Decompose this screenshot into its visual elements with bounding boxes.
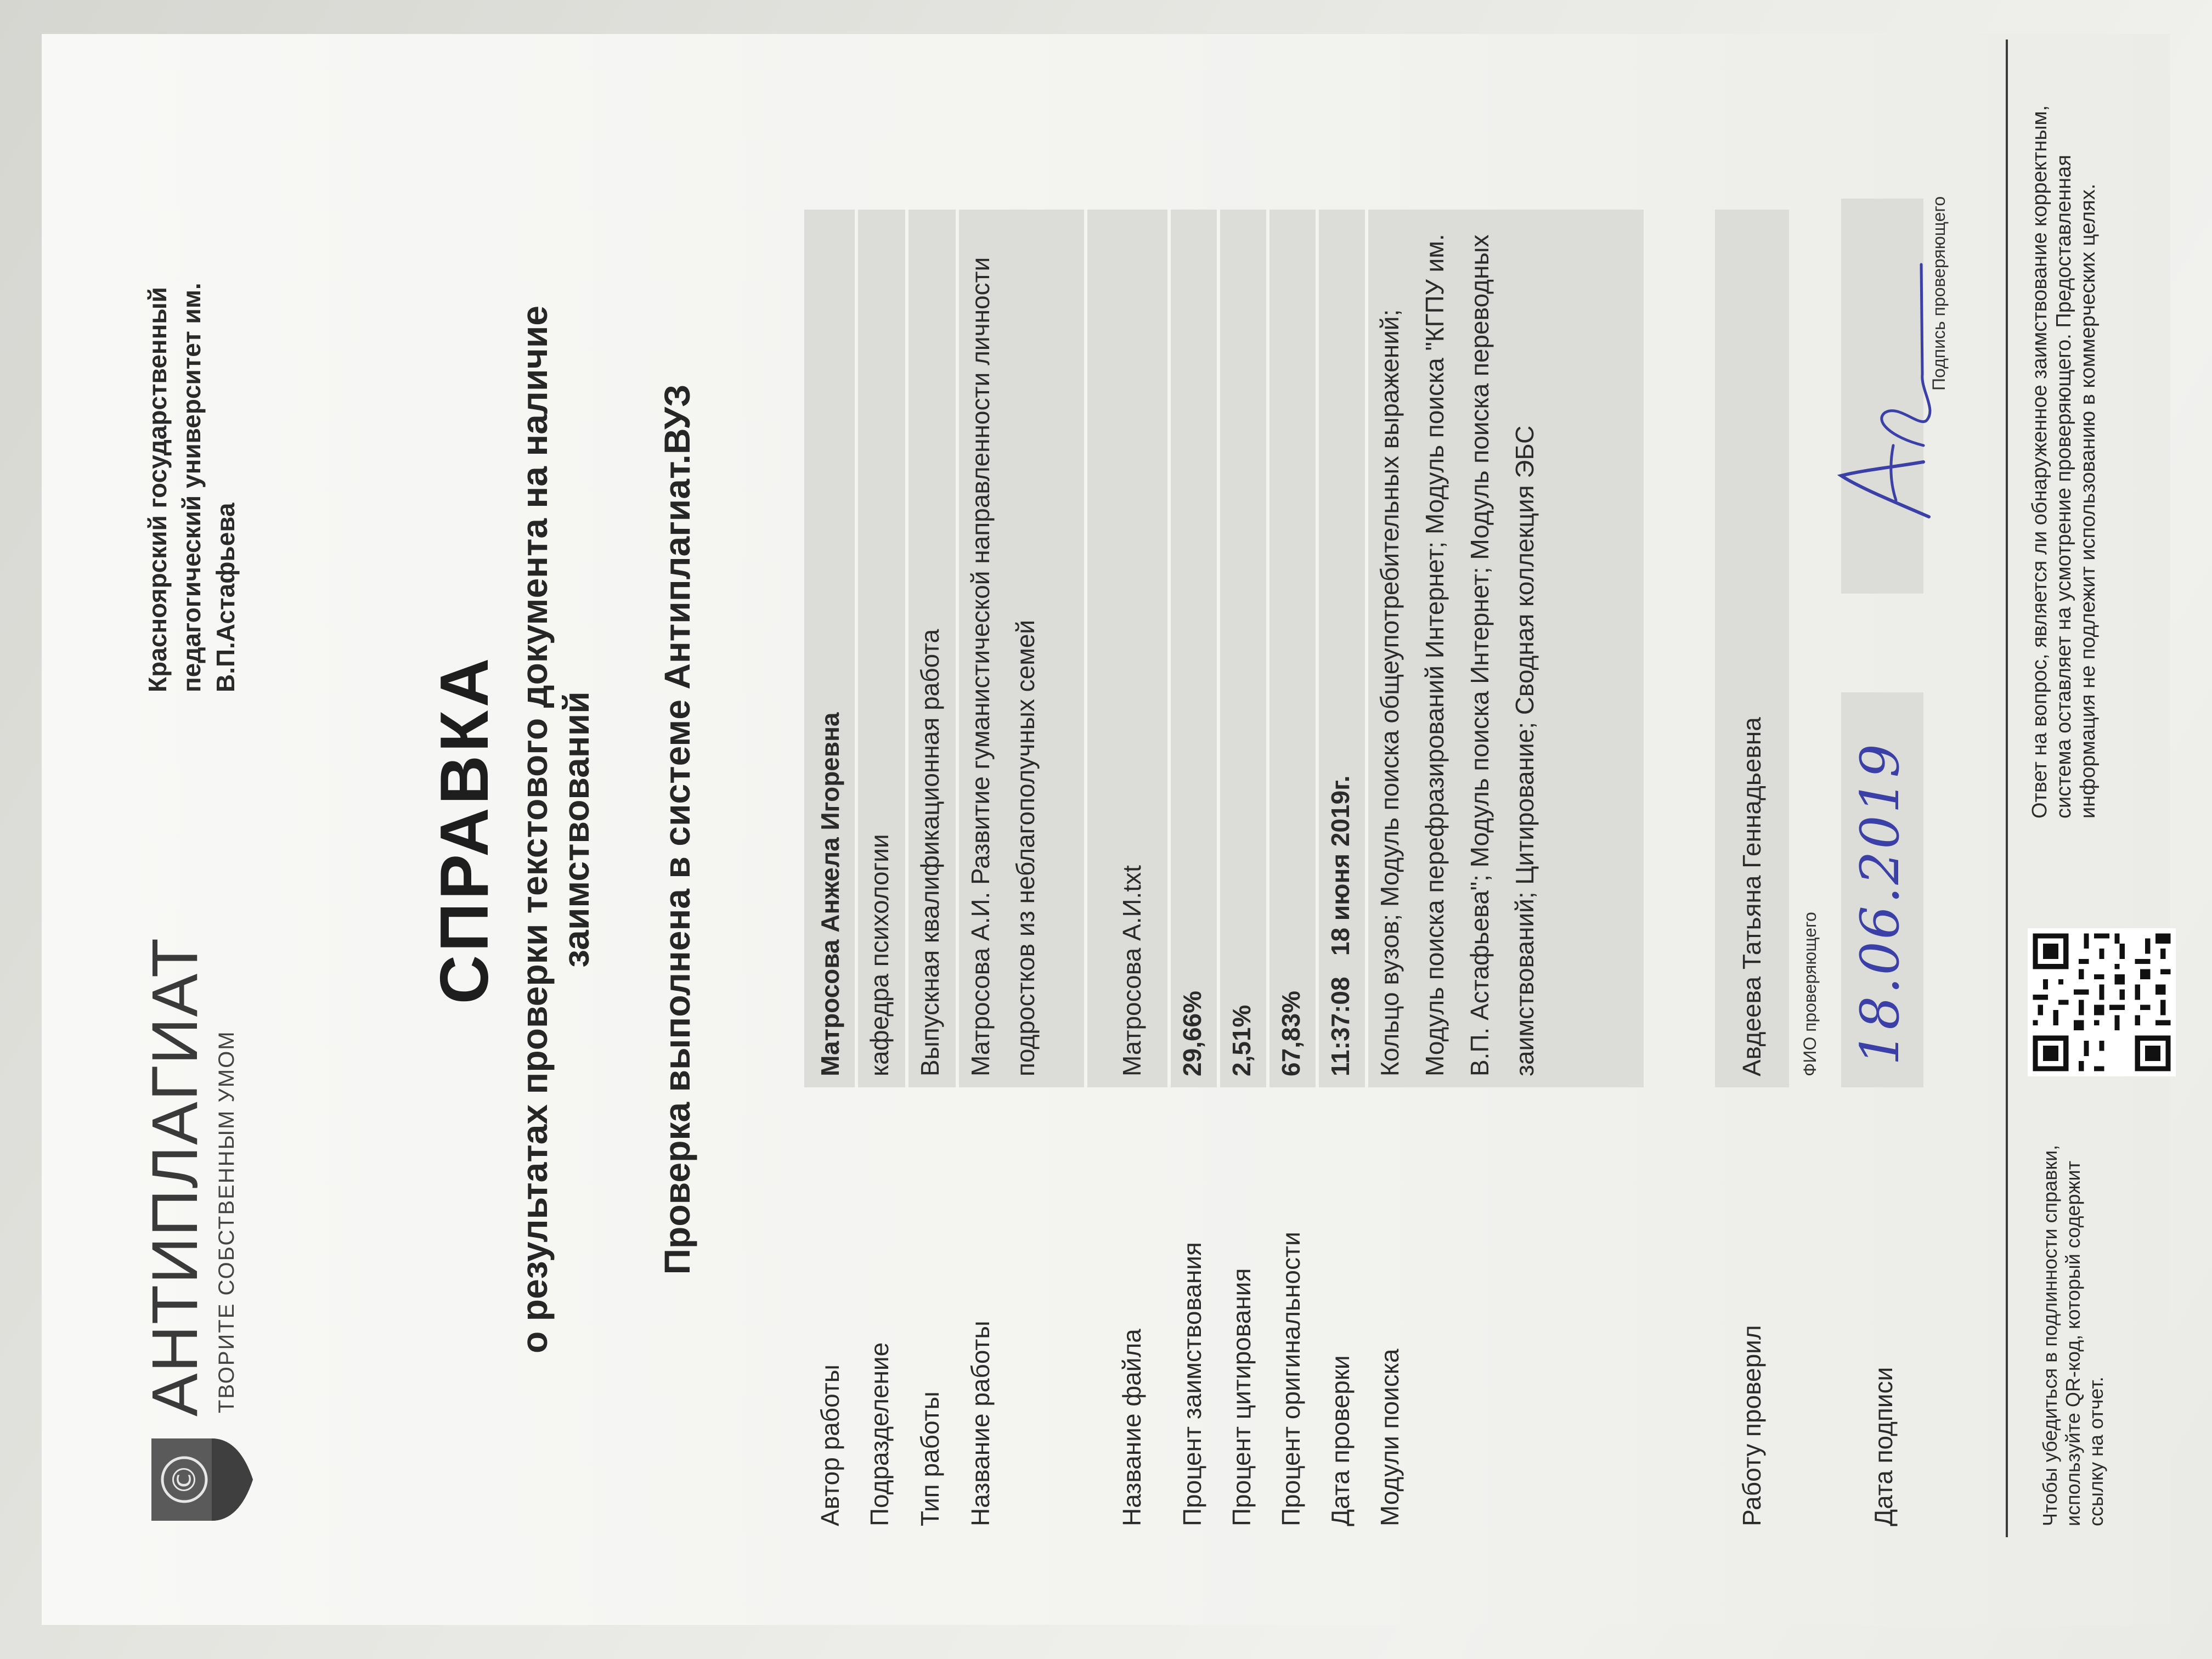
originality-value: 67,83%	[1277, 990, 1305, 1076]
author-value: Матросова Анжела Игоревна	[816, 712, 844, 1076]
disclaimer: Ответ на вопрос, является ли обнаруженное заимствование корректным, система оставляет на усмотрение проверяющего. Предоставленная информация не подлежит использованию в коммерческих целях.	[2028, 105, 2100, 819]
certificate-page	[42, 34, 2170, 1625]
author-label: Автор работы	[816, 1364, 844, 1526]
handwritten-date: 18.06.2019	[1849, 742, 1911, 1065]
work-type-value: Выпускная квалификационная работа	[916, 629, 944, 1076]
checker-label: Работу проверил	[1737, 1325, 1766, 1526]
department-label: Подразделение	[865, 1342, 894, 1526]
modules-value: Кольцо вузов; Модуль поиска общеупотребительных выражений; Модуль поиска перефразирований Интернет; Модуль поиска "КГПУ им. В.П. Астафьева"; Модуль поиска Интернет; Модуль поиска переводных заимствований; Цитирование; Сводная коллекция ЭБС	[1375, 234, 1539, 1076]
citation-value: 2,51%	[1227, 1005, 1256, 1076]
copyright-mark: ©	[166, 1464, 203, 1496]
originality-label: Процент оригинальности	[1277, 1232, 1305, 1526]
borrowing-label: Процент заимствования	[1178, 1242, 1206, 1526]
check-date-value: 11:37:08 18 июня 2019г.	[1326, 775, 1355, 1076]
sign-caption: Подпись проверяющего	[1929, 196, 1949, 391]
check-date-label: Дата проверки	[1326, 1355, 1355, 1526]
logo-slogan: ТВОРИТЕ СОБСТВЕННЫМ УМОМ	[215, 1030, 239, 1413]
checker-caption: ФИО проверяющего	[1800, 912, 1820, 1076]
footer-divider	[2006, 40, 2008, 1537]
logo-name: АНТИПЛАГИАТ	[139, 936, 211, 1417]
document-subtitle: о результатах проверки текстового документа на наличие заимствований	[514, 306, 596, 1354]
file-name-label: Название файла	[1118, 1329, 1146, 1526]
work-type-label: Тип работы	[916, 1391, 944, 1526]
qr-note: Чтобы убедиться в подлинности справки, используйте QR-код, который содержит ссылку на отчет.	[2039, 1144, 2107, 1526]
sign-date-label: Дата подписи	[1869, 1367, 1898, 1526]
document-title: СПРАВКА	[427, 654, 503, 1005]
citation-label: Процент цитирования	[1227, 1268, 1256, 1526]
university-name: Красноярский государственный педагогический университет им. В.П.Астафьева	[143, 283, 240, 692]
department-value: кафедра психологии	[865, 834, 894, 1076]
modules-label: Модули поиска	[1375, 1348, 1404, 1526]
system-line: Проверка выполнена в системе Антиплагиат.ВУЗ	[657, 384, 697, 1275]
file-name-value: Матросова А.И.txt	[1118, 865, 1146, 1076]
borrowing-value: 29,66%	[1178, 990, 1206, 1076]
antiplagiat-shield-icon	[146, 1433, 256, 1526]
checker-value: Авдеева Татьяна Геннадьевна	[1737, 717, 1766, 1076]
qr-code-icon[interactable]	[2028, 928, 2176, 1076]
field-divider	[1084, 210, 1087, 1087]
work-title-label: Название работы	[966, 1321, 995, 1526]
work-title-value: Матросова А.И. Развитие гуманистической направленности личности подростков из неблагополучных семей	[966, 257, 1040, 1076]
